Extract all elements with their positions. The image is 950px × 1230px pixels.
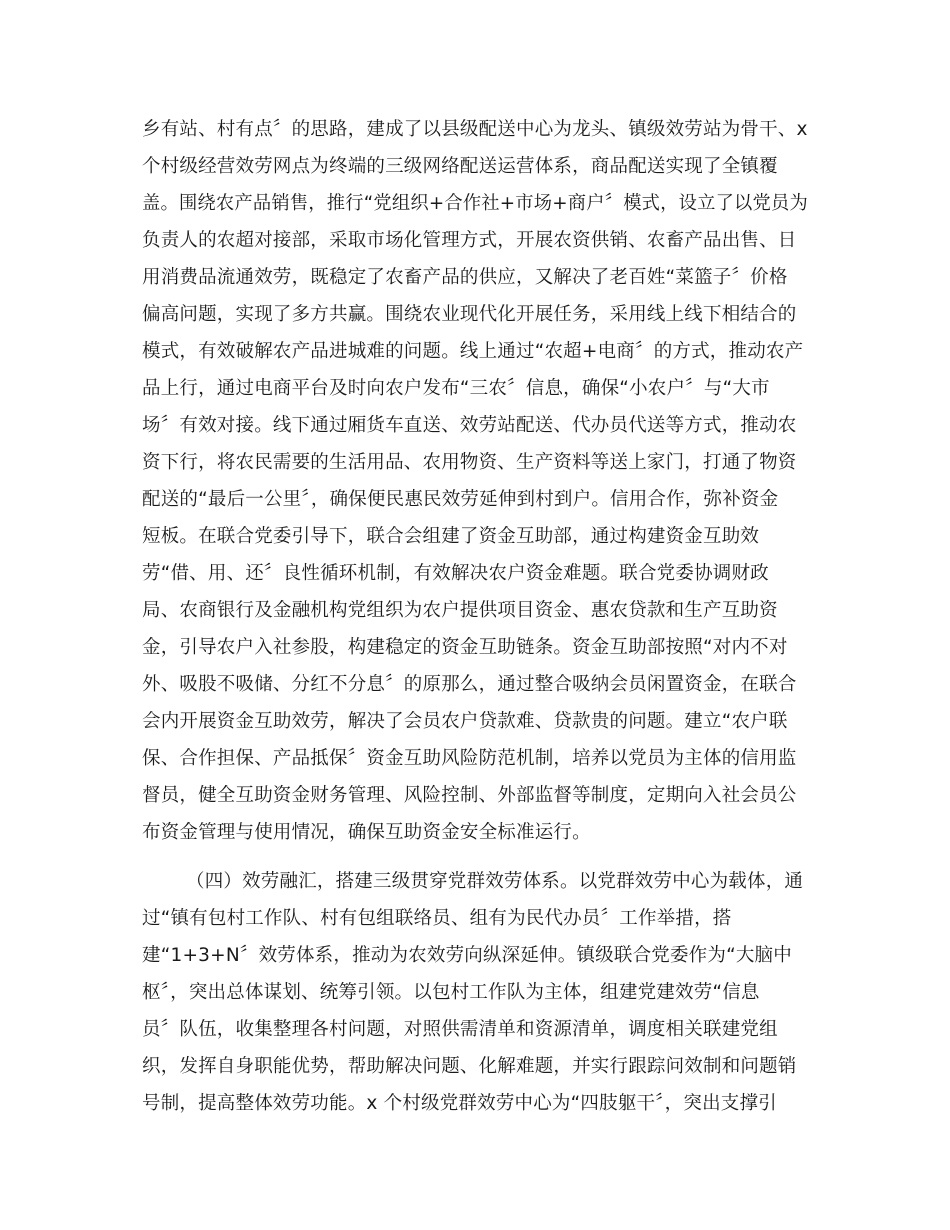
text-line: 模式，有效破解农产品进城难的问题。线上通过“农超+电商〞的方式，推动农产 — [142, 341, 804, 362]
text-line: 督员，健全互助资金财务管理、风险控制、外部监督等制度，定期向入社会员公 — [142, 785, 797, 806]
text-line: 场〞有效对接。线下通过厢货车直送、效劳站配送、代办员代送等方式，推动农 — [142, 415, 797, 436]
text-line: 过“镇有包村工作队、村有包组联络员、组有为民代办员〞工作举措，搭 — [142, 908, 732, 929]
text-line: 员〞队伍，收集整理各村问题，对照供需清单和资源清单，调度相关联建党组 — [142, 1019, 778, 1040]
text-line: 品上行，通过电商平台及时向农户发布“三农〞信息，确保“小农户〞与“大市 — [142, 378, 770, 399]
text-line: 个村级经营效劳网点为终端的三级网络配送运营体系，商品配送实现了全镇覆 — [142, 156, 778, 177]
text-line: 盖。围绕农产品销售，推行“党组织+合作社+市场+商户〞模式，设立了以党员为 — [142, 193, 808, 214]
text-line: 负责人的农超对接部，采取市场化管理方式，开展农资供销、农畜产品出售、日 — [142, 230, 797, 251]
text-line: 资下行，将农民需要的生活用品、农用物资、生产资料等送上家门，打通了物资 — [142, 452, 797, 473]
text-line: 用消费品流通效劳，既稳定了农畜产品的供应，又解决了老百姓“菜篮子〞价格 — [142, 267, 788, 288]
text-line: 配送的“最后一公里〞，确保便民惠民效劳延伸到村到户。信用合作，弥补资金 — [142, 489, 779, 510]
text-line: 会内开展资金互助效劳，解决了会员农户贷款难、贷款贵的问题。建立“农户联 — [142, 711, 788, 732]
text-line: （四）效劳融汇，搭建三级贯穿党群效劳体系。以党群效劳中心为载体，通 — [186, 871, 804, 892]
text-line: 偏高问题，实现了多方共赢。围绕农业现代化开展任务，采用线上线下相结合的 — [142, 304, 797, 325]
text-line: 布资金管理与使用情况，确保互助资金安全标准运行。 — [142, 822, 591, 843]
text-line: 保、合作担保、产品抵保〞资金互助风险防范机制，培养以党员为主体的信用监 — [142, 748, 797, 769]
text-line: 局、农商银行及金融机构党组织为农户提供项目资金、惠农贷款和生产互助资 — [142, 600, 778, 621]
text-line: 建“1+3+N〞效劳体系，推动为农效劳向纵深延伸。镇级联合党委作为“大脑中 — [142, 945, 792, 966]
text-line: 乡有站、村有点〞的思路，建成了以县级配送中心为龙头、镇级效劳站为骨干、x — [142, 119, 808, 140]
text-line: 短板。在联合党委引导下，联合会组建了资金互助部，通过构建资金互助效 — [142, 526, 760, 547]
text-line: 织，发挥自身职能优势，帮助解决问题、化解难题，并实行跟踪问效制和问题销 — [142, 1056, 797, 1077]
text-line: 外、吸股不吸储、分红不分息〞的原那么，通过整合吸纳会员闲置资金，在联合 — [142, 674, 797, 695]
text-line: 枢〞，突出总体谋划、统筹引领。以包村工作队为主体，组建党建效劳“信息 — [142, 982, 760, 1003]
text-line: 号制，提高整体效劳功能。x 个村级党群效劳中心为“四肢躯干〞，突出支撑引 — [142, 1093, 777, 1114]
text-line: 劳“借、用、还〞良性循环机制，有效解决农户资金难题。联合党委协调财政 — [142, 563, 769, 584]
text-line: 金，引导农户入社参股，构建稳定的资金互助链条。资金互助部按照“对内不对 — [142, 637, 788, 658]
